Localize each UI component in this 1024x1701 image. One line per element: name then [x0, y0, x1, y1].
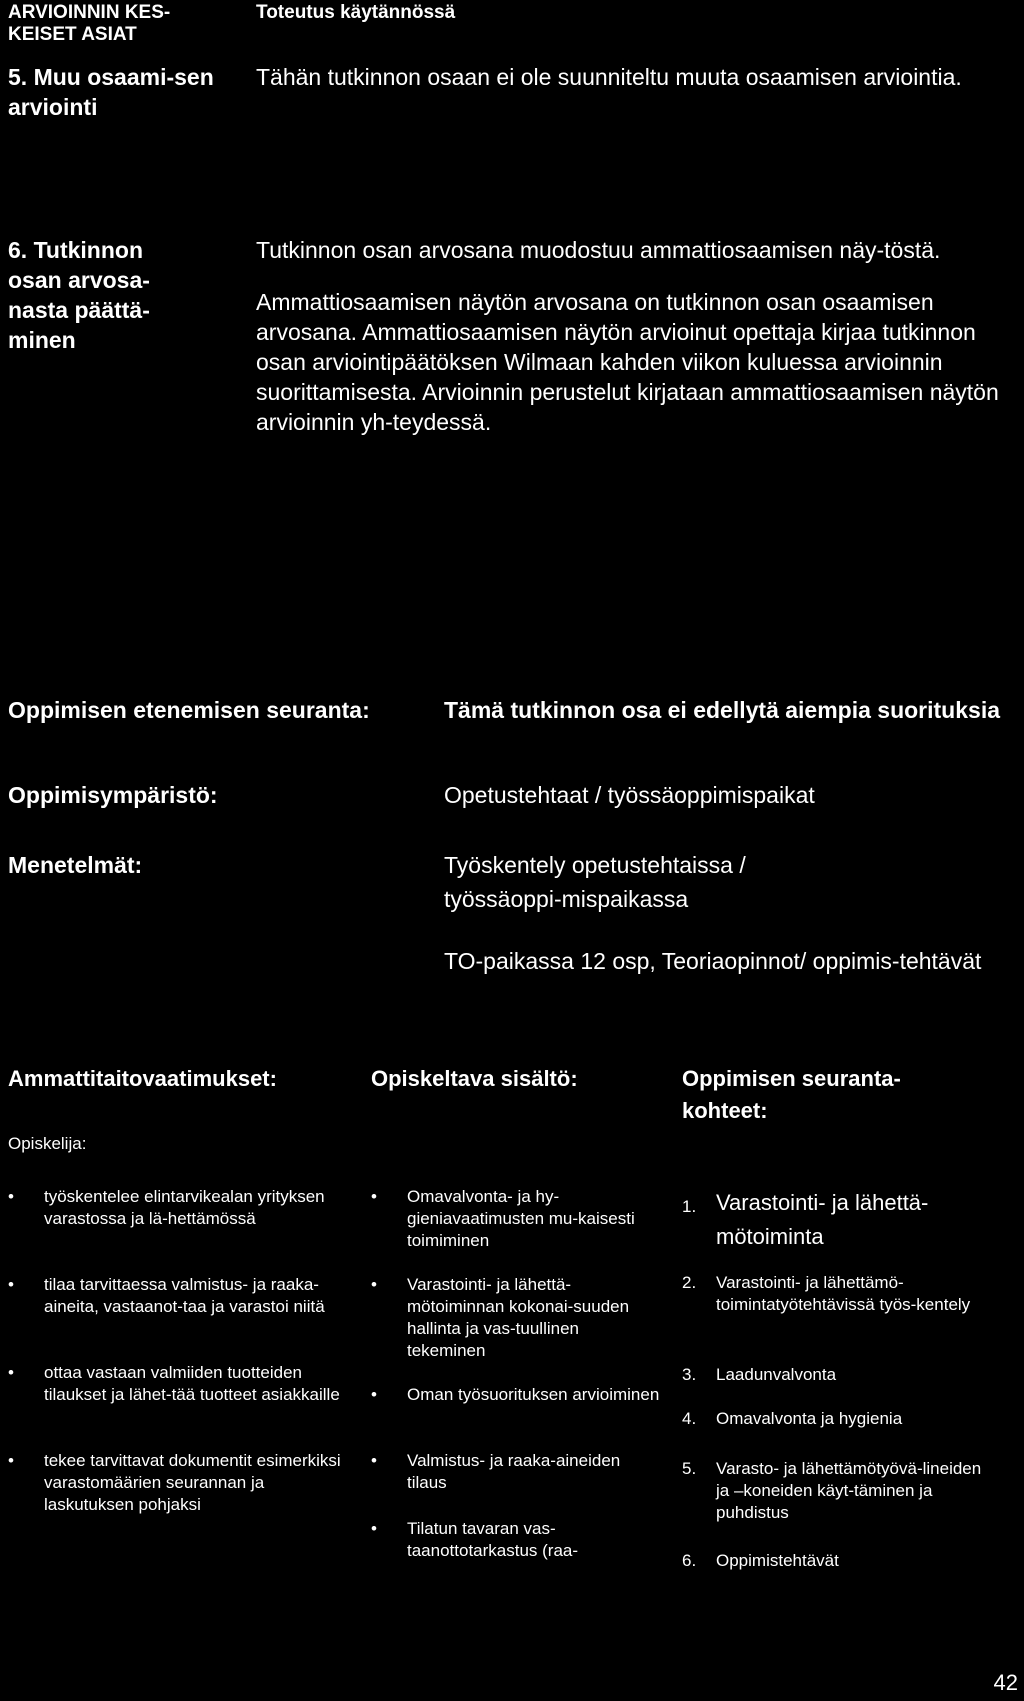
requirement-text: tilaa tarvittaessa valmistus- ja raaka-aineita, vastaanot-taa ja varastoi niitä	[44, 1275, 325, 1316]
list-item	[682, 1408, 982, 1458]
section-6-paragraph-2: Ammattiosaamisen näytön arvosana on tutkinnon osan osaamisen arvosana. Ammattiosaamisen näytön arvioinut opettaja kirjaa tutkinnon osan arviointipäätöksen Wilmaan kahden viikon kuluessa arvioinnin suorittamisesta. Arvioinnin perustelut kirjataan ammattiosaamisen näytön arvioinnin yh-teydessä.	[256, 289, 999, 435]
progress-value	[444, 693, 1004, 727]
requirements-heading	[8, 1063, 368, 1095]
bullet-icon: •	[371, 1519, 377, 1538]
content-heading-text: Opiskeltava sisältö:	[371, 1066, 578, 1091]
section-6-title-text: 6. Tutkinnon osan arvosa-nasta päättä-minen	[8, 237, 150, 353]
bullet-icon: •	[371, 1385, 377, 1404]
bullet-icon: •	[8, 1451, 14, 1470]
list-item	[8, 1450, 348, 1516]
bullet-icon: •	[371, 1187, 377, 1206]
environment-value-text: Opetustehtaat / työssäoppimispaikat	[444, 782, 815, 808]
target-text: Varasto- ja lähettämötyövä-lineiden ja –koneiden käyt-täminen ja puhdistus	[716, 1459, 982, 1522]
progress-label	[8, 693, 458, 727]
content-list	[371, 1186, 661, 1562]
environment-label	[8, 778, 408, 812]
list-item	[371, 1186, 661, 1274]
list-item	[682, 1186, 982, 1272]
targets-heading-text: Oppimisen seuranta-kohteet:	[682, 1066, 901, 1123]
target-text: Varastointi- ja lähettä-mötoiminta	[716, 1190, 929, 1249]
content-text: Valmistus- ja raaka-aineiden tilaus	[407, 1451, 621, 1492]
methods-value-1	[444, 848, 804, 916]
list-item	[682, 1364, 982, 1408]
content-text: Varastointi- ja lähettä-mötoiminnan kokonai-suuden hallinta ja vas-tuullinen tekeminen	[407, 1275, 630, 1360]
section-5-title-text: 5. Muu osaami-sen arviointi	[8, 64, 214, 120]
requirement-text: tekee tarvittavat dokumentit esimerkiksi varastomäärien seurannan ja laskutuksen pohjaksi	[44, 1451, 341, 1514]
page-number	[994, 1670, 1018, 1696]
header-col2-text: Toteutus käytännössä	[256, 2, 456, 23]
targets-list	[682, 1186, 982, 1572]
target-text: Laadunvalvonta	[716, 1365, 837, 1384]
target-number: 4.	[682, 1409, 697, 1428]
methods-value-1-text: Työskentely opetustehtaissa / työssäoppi-mispaikassa	[444, 852, 746, 912]
progress-label-text: Oppimisen etenemisen seuranta:	[8, 697, 370, 723]
requirement-text: ottaa vastaan valmiiden tuotteiden tilaukset ja lähet-tää tuotteet asiakkaille	[44, 1363, 340, 1404]
content-text: Tilatun tavaran vas-taanottotarkastus (raa-	[407, 1519, 579, 1560]
section-6-paragraph-1: Tutkinnon osan arvosana muodostuu ammattiosaamisen näy-töstä.	[256, 237, 941, 263]
content-heading	[371, 1063, 671, 1095]
student-label-text: Opiskelija:	[8, 1134, 87, 1153]
bullet-icon: •	[8, 1187, 14, 1206]
environment-value	[444, 778, 1004, 812]
bullet-icon: •	[8, 1363, 14, 1382]
methods-value-2-text: TO-paikassa 12 osp, Teoriaopinnot/ oppimis-tehtävät	[444, 948, 982, 974]
methods-label-text: Menetelmät:	[8, 852, 143, 878]
progress-value-text: Tämä tutkinnon osa ei edellytä aiempia suorituksia	[444, 697, 1000, 723]
target-number: 6.	[682, 1551, 697, 1570]
header-col1	[8, 2, 178, 46]
target-text: Omavalvonta ja hygienia	[716, 1409, 903, 1428]
bullet-icon: •	[8, 1275, 14, 1294]
list-item	[682, 1550, 982, 1572]
section-6-title	[8, 235, 176, 355]
target-number: 5.	[682, 1459, 697, 1478]
target-number: 2.	[682, 1273, 697, 1292]
page-number-text: 42	[993, 1670, 1018, 1695]
list-item	[8, 1362, 348, 1450]
environment-label-text: Oppimisympäristö:	[8, 782, 218, 808]
methods-value-2	[444, 944, 1024, 978]
target-number: 1.	[682, 1197, 697, 1216]
list-item	[682, 1458, 982, 1550]
section-5-paragraph: Tähän tutkinnon osaan ei ole suunniteltu muuta osaamisen arviointia.	[256, 64, 962, 90]
list-item	[8, 1186, 348, 1274]
section-5-title	[8, 62, 238, 122]
list-item	[682, 1272, 982, 1364]
content-text: Oman työsuorituksen arvioiminen	[407, 1385, 660, 1404]
student-label	[8, 1133, 208, 1155]
section-6-body	[256, 235, 1016, 459]
list-item	[371, 1518, 661, 1562]
requirement-text: työskentelee elintarvikealan yrityksen varastossa ja lä-hettämössä	[44, 1187, 325, 1228]
content-text: Omavalvonta- ja hy-gieniavaatimusten mu-kaisesti toimiminen	[407, 1187, 635, 1250]
methods-label	[8, 848, 408, 882]
requirements-list	[8, 1186, 348, 1516]
bullet-icon: •	[371, 1451, 377, 1470]
header-col2	[256, 2, 656, 24]
section-5-body	[256, 62, 1006, 114]
list-item	[371, 1274, 661, 1384]
target-text: Varastointi- ja lähettämö-toimintatyötehtävissä työs-kentely	[716, 1273, 971, 1314]
bullet-icon: •	[371, 1275, 377, 1294]
targets-heading	[682, 1063, 972, 1127]
list-item	[8, 1274, 348, 1362]
requirements-heading-text: Ammattitaitovaatimukset:	[8, 1066, 277, 1091]
target-text: Oppimistehtävät	[716, 1551, 839, 1570]
target-number: 3.	[682, 1365, 697, 1384]
list-item	[371, 1450, 661, 1518]
header-col1-text: ARVIOINNIN KES-KEISET ASIAT	[8, 2, 171, 45]
list-item	[371, 1384, 661, 1450]
